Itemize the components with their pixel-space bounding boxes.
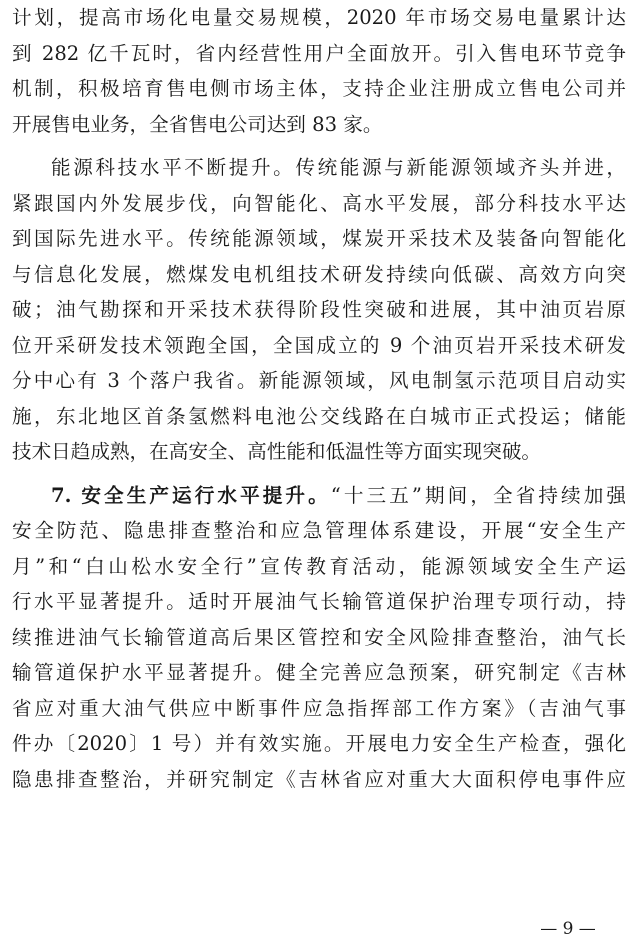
text-line: 计划，提高市场化电量交易规模，2020 年市场交易电量累计达 — [12, 6, 626, 29]
text-line: 开展售电业务，全省售电公司达到 83 家。 — [12, 112, 383, 136]
text-line: 月”和“白山松水安全行”宣传教育活动，能源领域安全生产运 — [12, 554, 626, 578]
text-line: 隐患排查整治，并研究制定《吉林省应对重大大面积停电事件应 — [12, 767, 626, 791]
text-line: 续推进油气长输管道高后果区管控和安全风险排查整治，油气长 — [12, 625, 626, 649]
text-line: 能源科技水平不断提升。传统能源与新能源领域齐头并进， — [51, 156, 626, 179]
text-line: 行水平显著提升。适时开展油气长输管道保护治理专项行动，持 — [12, 590, 626, 613]
heading-continuation: “十三五”期间，全省持续加强 — [330, 483, 626, 507]
text-line: 件办〔2020〕1 号）并有效实施。开展电力安全生产检查，强化 — [12, 732, 626, 755]
text-line: 破；油气勘探和开采技术获得阶段性突破和进展，其中油页岩原 — [12, 298, 626, 321]
text-line: 机制，积极培育售电侧市场主体，支持企业注册成立售电公司并 — [12, 77, 626, 100]
text-line: 技术日趋成熟，在高安全、高性能和低温性等方面实现突破。 — [12, 440, 542, 463]
page-number: — 9 — — [540, 919, 596, 939]
paragraph-energy-technology — [12, 150, 626, 470]
document-page — [12, 0, 626, 797]
text-line: 分中心有 3 个落户我省。新能源领域，风电制氢示范项目启动实 — [12, 369, 626, 392]
text-line: 位开采研发技术领跑全国，全国成立的 9 个油页岩开采技术研发 — [12, 333, 626, 357]
text-line: 到 282 亿千瓦时，省内经营性用户全面放开。引入售电环节竞争 — [12, 41, 626, 65]
text-line: 省应对重大油气供应中断事件应急指挥部工作方案》（吉油气事 — [12, 696, 626, 720]
text-line: 安全防范、隐患排查整治和应急管理体系建设，开展“安全生产 — [12, 519, 626, 542]
section-heading: 7. 安全生产运行水平提升。 — [51, 483, 331, 507]
text-line: 到国际先进水平。传统能源领域，煤炭开采技术及装备向智能化 — [12, 227, 626, 250]
paragraph-electricity-market — [12, 0, 626, 142]
text-line: 输管道保护水平显著提升。健全完善应急预案，研究制定《吉林 — [12, 661, 626, 684]
text-line: 施，东北地区首条氢燃料电池公交线路在白城市正式投运；储能 — [12, 404, 626, 428]
text-line: 紧跟国内外发展步伐，向智能化、高水平发展，部分科技水平达 — [12, 191, 626, 215]
text-line — [12, 478, 626, 514]
paragraph-safety-production — [12, 478, 626, 798]
text-line: 与信息化发展，燃煤发电机组技术研发持续向低碳、高效方向突 — [12, 262, 626, 286]
